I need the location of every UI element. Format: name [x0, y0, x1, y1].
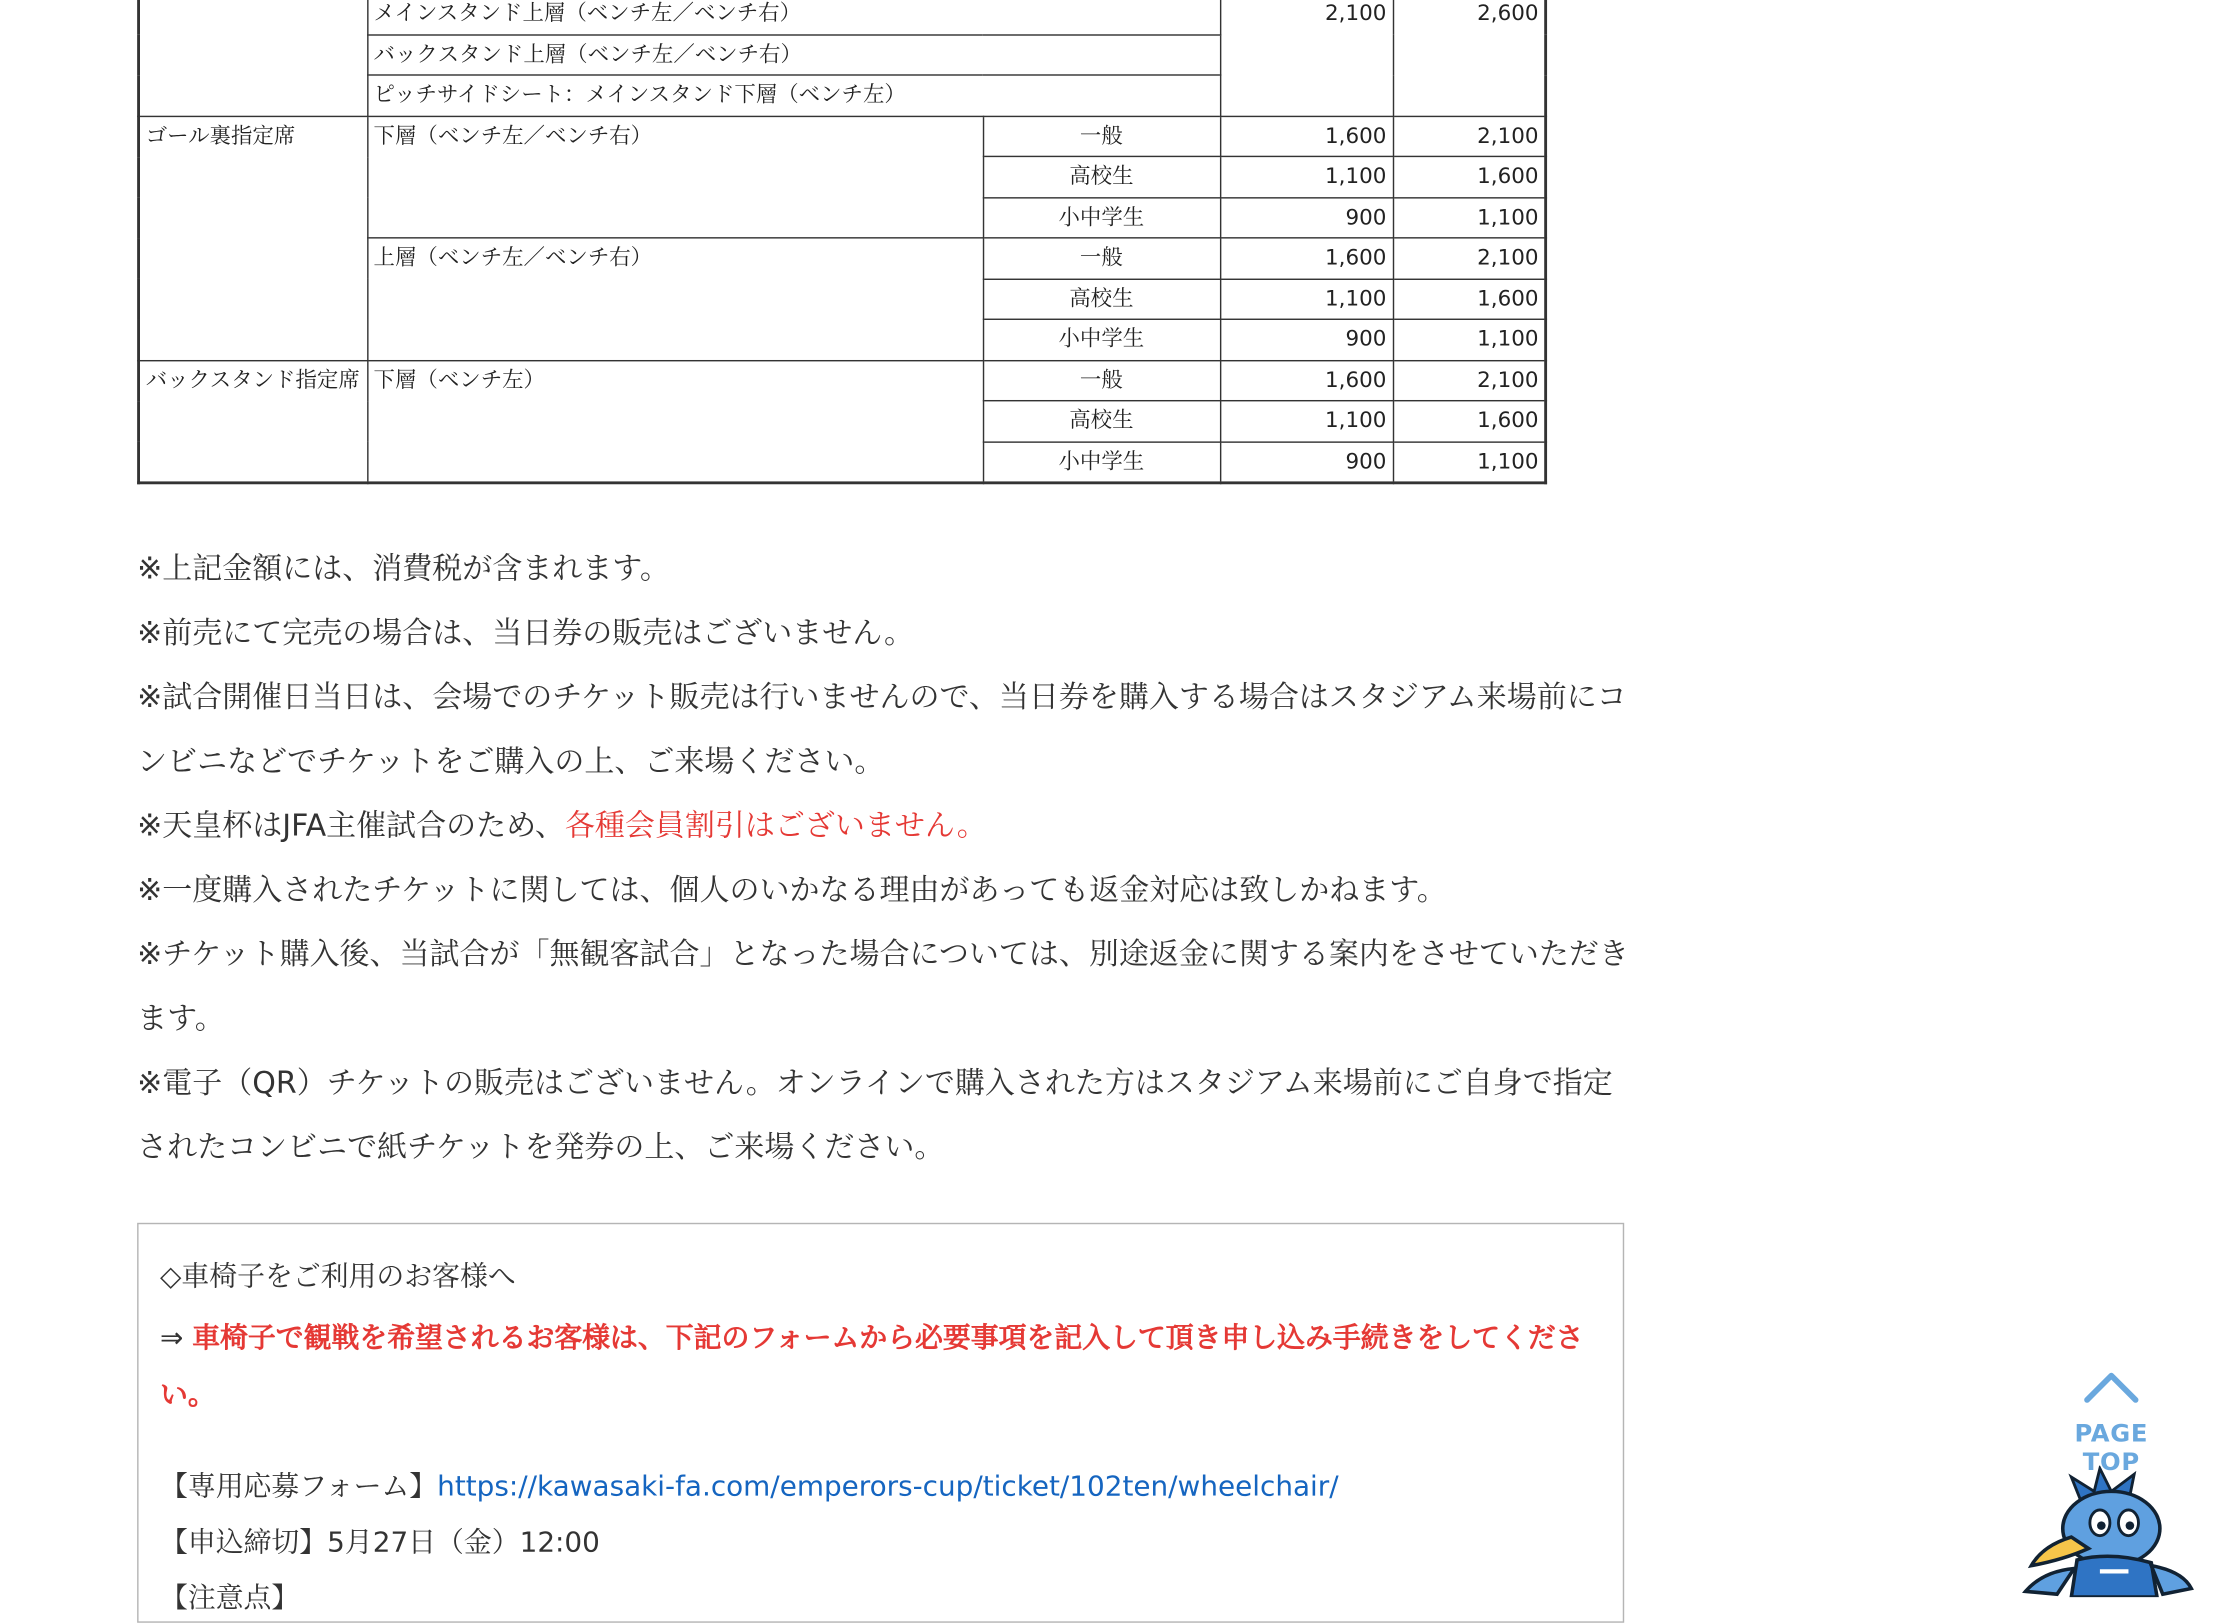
- ticket-type-cell: 小中学生: [983, 319, 1220, 360]
- advance-price-cell: 1,100: [1220, 156, 1393, 197]
- advance-price-cell: 900: [1220, 441, 1393, 482]
- ticket-type-cell: 一般: [983, 116, 1220, 157]
- area-cell: 下層（ベンチ左／ベンチ右）: [367, 116, 983, 238]
- note-refund: ※一度購入されたチケットに関しては、個人のいかなる理由があっても返金対応は致しかねます。: [137, 872, 1447, 908]
- area-cell: バックスタンド上層（ベンチ左／ベンチ右）: [367, 34, 1220, 75]
- advance-price-cell: 1,100: [1220, 279, 1393, 320]
- day-of-price-cell: 2,100: [1393, 238, 1546, 279]
- day-of-price-cell: 1,600: [1393, 401, 1546, 442]
- page-top-label: PAGE TOP: [2074, 1419, 2149, 1478]
- day-of-price-cell: 1,100: [1393, 441, 1546, 482]
- deadline-label: 【申込締切】: [159, 1525, 328, 1559]
- note-discount: [137, 794, 1637, 858]
- ticket-price-table: [137, 0, 1547, 484]
- category-cell: ゴール裏指定席: [139, 116, 368, 360]
- area-cell: 下層（ベンチ左）: [367, 360, 983, 483]
- ticket-type-cell: 高校生: [983, 279, 1220, 320]
- ticket-type-cell: 一般: [983, 238, 1220, 279]
- advance-price-cell: 900: [1220, 319, 1393, 360]
- day-of-price-cell: 2,100: [1393, 360, 1546, 401]
- category-cell: バックスタンド指定席: [139, 360, 368, 483]
- arrow-icon: ⇒: [159, 1321, 193, 1355]
- ticket-type-cell: 小中学生: [983, 441, 1220, 482]
- advance-price-cell: 1,600: [1220, 360, 1393, 401]
- wheelchair-heading: ◇車椅子をご利用のお客様へ: [159, 1259, 516, 1293]
- note-tax: ※上記金額には、消費税が含まれます。: [137, 551, 670, 586]
- mascot-icon[interactable]: [2014, 1466, 2200, 1597]
- table-row: [139, 360, 1546, 401]
- note-discount-highlight: 各種会員割引はございません。: [564, 808, 987, 843]
- ticket-type-cell: 一般: [983, 360, 1220, 401]
- wheelchair-instruction-text: 車椅子で観戦を希望されるお客様は、下記のフォームから必要事項を記入して頂き申し込み手続きをしてください。: [159, 1321, 1584, 1412]
- ticket-type-cell: 高校生: [983, 156, 1220, 197]
- chevron-up-icon: [2083, 1369, 2140, 1406]
- area-cell: メインスタンド上層（ベンチ左／ベンチ右）: [367, 0, 1220, 34]
- table-row: [139, 116, 1546, 157]
- day-of-price-cell: 1,100: [1393, 319, 1546, 360]
- advance-price-cell: 2,100: [1220, 0, 1393, 116]
- day-of-price-cell: 1,600: [1393, 279, 1546, 320]
- wheelchair-info-box: [137, 1223, 1624, 1623]
- category-cell: [139, 0, 368, 116]
- advance-price-cell: 1,600: [1220, 238, 1393, 279]
- ticket-type-cell: 高校生: [983, 401, 1220, 442]
- advance-price-cell: 1,100: [1220, 401, 1393, 442]
- note-match-day: ※試合開催日当日は、会場でのチケット販売は行いませんので、当日券を購入する場合はスタジアム来場前にコンビニなどでチケットをご購入の上、ご来場ください。: [137, 679, 1627, 779]
- deadline-line: [160, 1520, 600, 1560]
- note-no-spectators: ※チケット購入後、当試合が「無観客試合」となった場合については、別途返金に関する案内をさせていただきます。: [137, 937, 1629, 1036]
- table-row: [139, 0, 1546, 34]
- wheelchair-instruction: [160, 1310, 1606, 1424]
- ticket-notes: [137, 537, 1637, 1180]
- advance-price-cell: 1,600: [1220, 116, 1393, 157]
- day-of-price-cell: 1,600: [1393, 156, 1546, 197]
- ticket-type-cell: 小中学生: [983, 197, 1220, 238]
- caution-label: 【注意点】: [159, 1581, 300, 1615]
- day-of-price-cell: 2,600: [1393, 0, 1546, 116]
- note-discount-prefix: ※天皇杯はJFA主催試合のため、: [137, 808, 565, 843]
- form-label: 【専用応募フォーム】: [159, 1469, 438, 1503]
- area-cell: 上層（ベンチ左／ベンチ右）: [367, 238, 983, 360]
- advance-price-cell: 900: [1220, 197, 1393, 238]
- deadline-value: 5月27日（金）12:00: [327, 1525, 600, 1559]
- note-qr-ticket: ※電子（QR）チケットの販売はございません。オンラインで購入された方はスタジアム来場前にご自身で指定されたコンビニで紙チケットを発券の上、ご来場ください。: [137, 1065, 1613, 1165]
- day-of-price-cell: 2,100: [1393, 116, 1546, 157]
- page-top-button[interactable]: [2043, 1369, 2180, 1478]
- area-cell: ピッチサイドシート：メインスタンド下層（ベンチ左）: [367, 75, 1220, 116]
- note-sold-out: ※前売にて完売の場合は、当日券の販売はございません。: [137, 615, 915, 650]
- day-of-price-cell: 1,100: [1393, 197, 1546, 238]
- wheelchair-form-line: [160, 1464, 1339, 1504]
- wheelchair-form-link[interactable]: https://kawasaki-fa.com/emperors-cup/ticket/102ten/wheelchair/: [437, 1469, 1339, 1503]
